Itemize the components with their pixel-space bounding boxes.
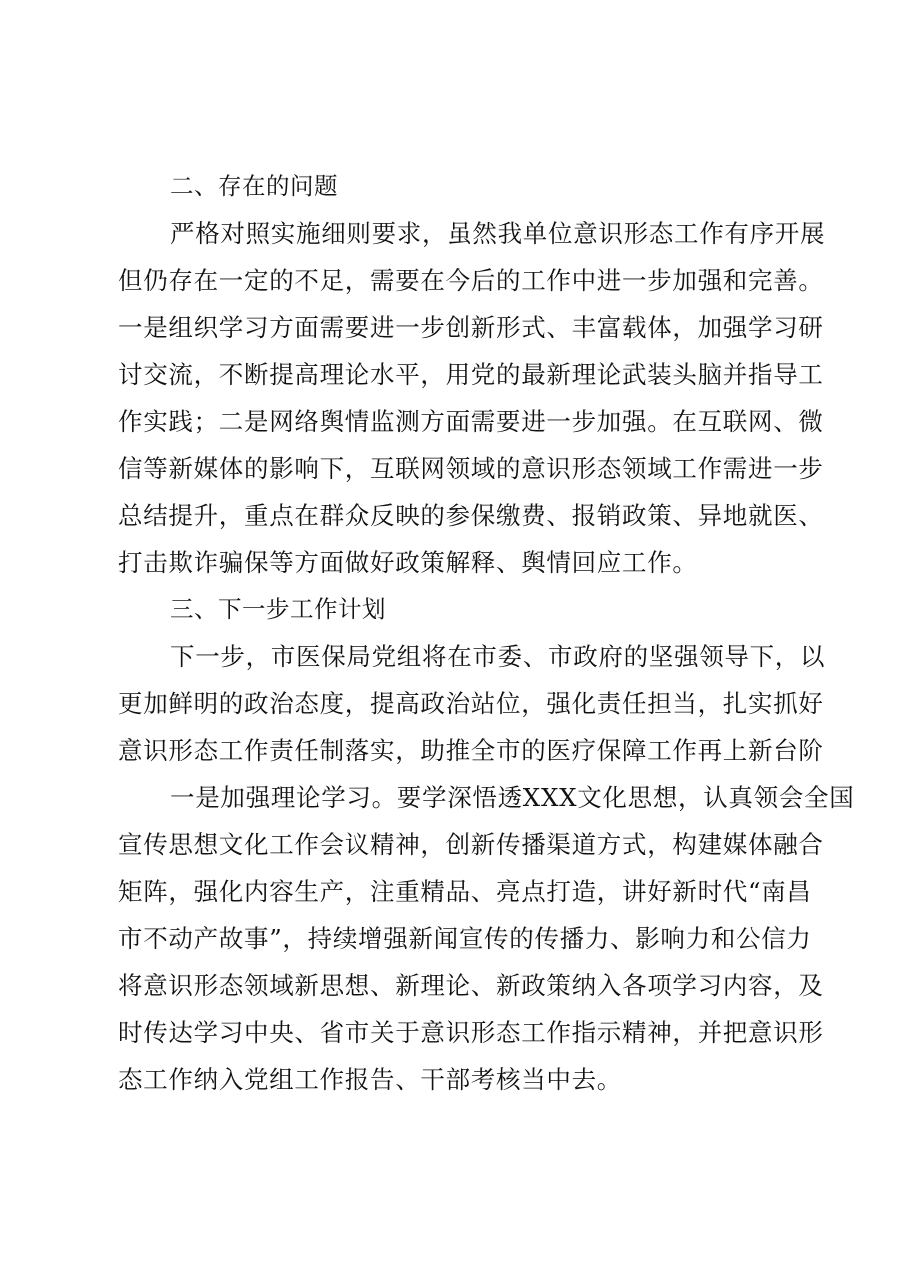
section-heading-problems: 二、存在的问题 (170, 172, 338, 200)
paragraph-line: 总结提升，重点在群众反映的参保缴费、报销政策、异地就医、 (118, 501, 824, 530)
paragraph-line: 宣传思想文化工作会议精神，创新传播渠道方式，构建媒体融合 (118, 830, 824, 859)
paragraph-line: 市不动产故事”，持续增强新闻宣传的传播力、影响力和公信力 (118, 924, 812, 953)
paragraph-line: 矩阵，强化内容生产，注重精品、亮点打造，讲好新时代“南昌 (118, 877, 812, 906)
paragraph-line: 将意识形态领域新思想、新理论、新政策纳入各项学习内容，及 (118, 971, 824, 1000)
paragraph-line: 信等新媒体的影响下，互联网领域的意识形态领域工作需进一步 (118, 454, 824, 483)
paragraph-line: 一是加强理论学习。要学深悟透XXX文化思想，认真领会全国 (170, 783, 855, 812)
paragraph-line: 下一步，市医保局党组将在市委、市政府的坚强领导下，以 (170, 642, 826, 671)
paragraph-line: 态工作纳入党组工作报告、干部考核当中去。 (118, 1065, 622, 1094)
paragraph-line: 意识形态工作责任制落实，助推全市的医疗保障工作再上新台阶 (118, 736, 824, 765)
section-heading-next-steps: 三、下一步工作计划 (170, 595, 386, 623)
paragraph-line: 一是组织学习方面需要进一步创新形式、丰富载体，加强学习研 (118, 313, 824, 342)
paragraph-line: 严格对照实施细则要求，虽然我单位意识形态工作有序开展 (170, 219, 826, 248)
document-body (118, 163, 855, 1103)
paragraph-line: 更加鲜明的政治态度，提高政治站位，强化责任担当，扎实抓好 (118, 689, 824, 718)
paragraph-line: 讨交流，不断提高理论水平，用党的最新理论武装头脑并指导工 (118, 360, 824, 389)
paragraph-line: 作实践；二是网络舆情监测方面需要进一步加强。在互联网、微 (118, 407, 824, 436)
paragraph-line: 打击欺诈骗保等方面做好政策解释、舆情回应工作。 (118, 548, 698, 577)
paragraph-line: 时传达学习中央、省市关于意识形态工作指示精神，并把意识形 (118, 1018, 824, 1047)
paragraph-line: 但仍存在一定的不足，需要在今后的工作中进一步加强和完善。 (118, 266, 824, 295)
